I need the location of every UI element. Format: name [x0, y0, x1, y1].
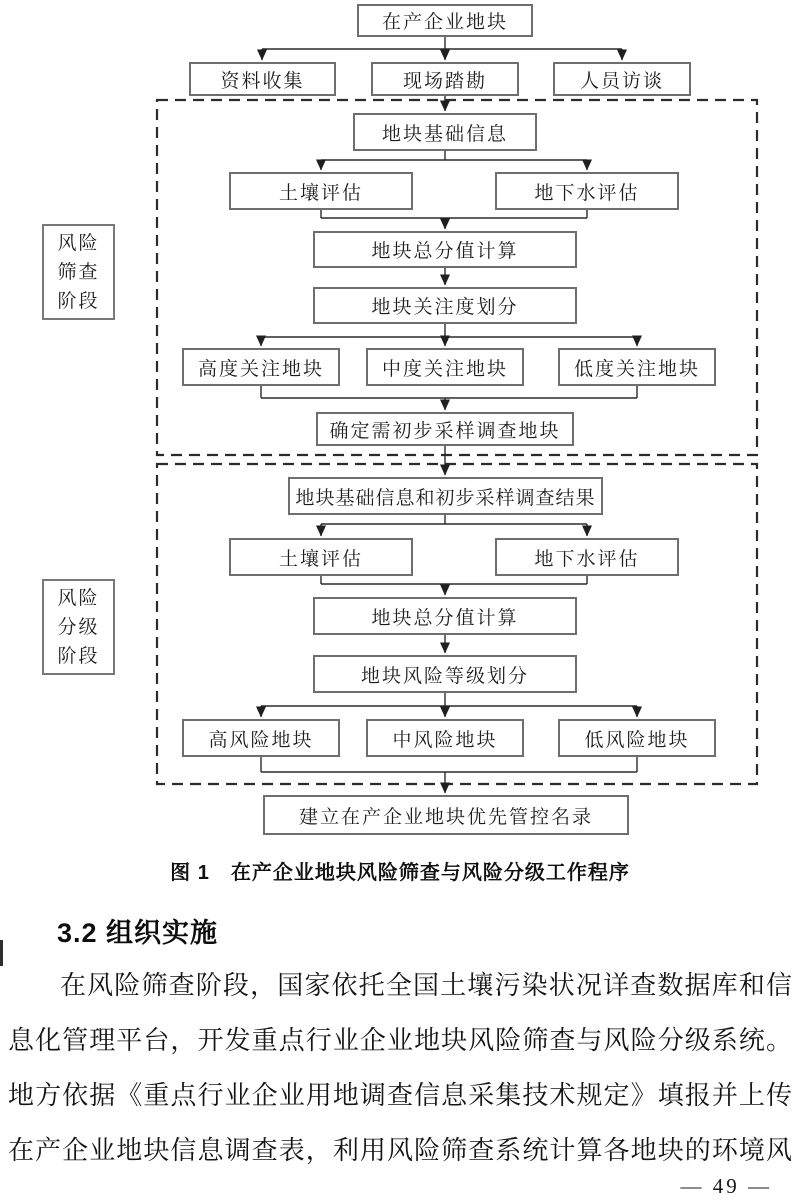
- stage1-label-box: [42, 224, 115, 320]
- flow-node-data-collection: 资料收集: [189, 62, 336, 96]
- flow-node-s2-low-risk: 低风险地块: [558, 719, 716, 757]
- flow-node-source: 在产企业地块: [357, 4, 533, 37]
- stage1-dashed-border: [157, 100, 757, 455]
- paragraph-line: 息化管理平台，开发重点行业企业地块风险筛查与风险分级系统。: [8, 1026, 792, 1055]
- flow-node-s2-groundwater-assessment: 地下水评估: [495, 538, 679, 576]
- figure-caption: 图 1 在产企业地块风险筛查与风险分级工作程序: [170, 862, 630, 884]
- page-number: — 49 —: [680, 1174, 772, 1198]
- flow-node-s1-sampling-decision: 确定需初步采样调查地块: [316, 412, 574, 446]
- body-paragraph: [8, 958, 792, 1178]
- flow-node-site-survey: 现场踏勘: [371, 62, 519, 96]
- flow-node-s2-total-score: 地块总分值计算: [313, 597, 577, 635]
- flow-node-s2-high-risk: 高风险地块: [182, 719, 340, 757]
- scan-edge-artifact: [0, 940, 3, 966]
- flow-node-s1-groundwater-assessment: 地下水评估: [495, 172, 679, 210]
- flow-node-s2-medium-risk: 中风险地块: [366, 719, 524, 757]
- paragraph-line: 在风险筛查阶段，国家依托全国土壤污染状况详查数据库和信: [60, 971, 792, 1000]
- flow-node-s2-soil-assessment: 土壤评估: [229, 538, 413, 576]
- paragraph-line: 在产企业地块信息调查表，利用风险筛查系统计算各地块的环境风: [8, 1136, 792, 1165]
- paragraph-line: 地方依据《重点行业企业用地调查信息采集技术规定》填报并上传: [8, 1081, 792, 1110]
- flow-node-s1-low-attention: 低度关注地块: [558, 348, 716, 386]
- flow-node-s1-total-score: 地块总分值计算: [313, 231, 577, 268]
- stage2-label-box: [42, 579, 115, 675]
- flow-node-s1-medium-attention: 中度关注地块: [366, 348, 524, 386]
- flow-node-s2-risk-grade: 地块风险等级划分: [313, 655, 577, 693]
- flow-node-interview: 人员访谈: [553, 62, 691, 96]
- flow-node-s1-attention-level: 地块关注度划分: [313, 287, 577, 324]
- stage1-label: 风险筛查阶段: [57, 232, 100, 312]
- flow-node-s1-high-attention: 高度关注地块: [182, 348, 340, 386]
- flow-node-s1-basic-info: 地块基础信息: [353, 113, 537, 151]
- flow-node-s2-basic-info-sampling: 地块基础信息和初步采样调查结果: [288, 477, 603, 515]
- flow-node-s1-soil-assessment: 土壤评估: [229, 172, 413, 210]
- flow-node-registry: 建立在产企业地块优先管控名录: [263, 795, 629, 835]
- section-heading: 3.2 组织实施: [57, 918, 219, 948]
- stage2-label: 风险分级阶段: [57, 587, 100, 667]
